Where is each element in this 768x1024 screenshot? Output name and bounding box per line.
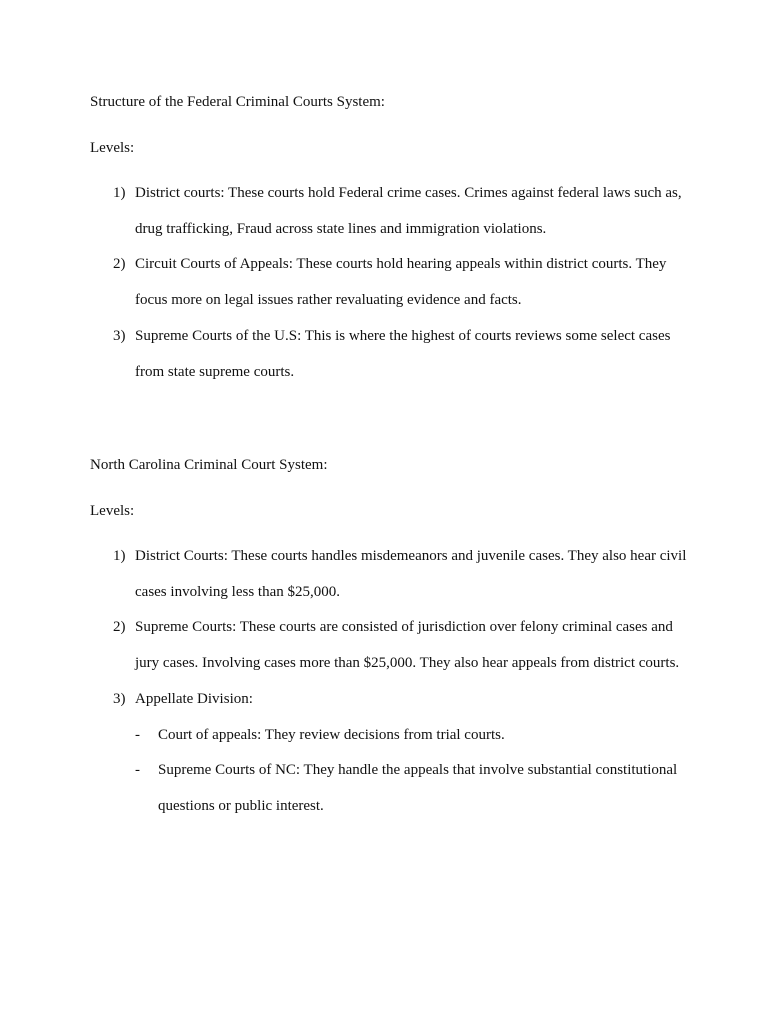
list-item-text: Supreme Courts of the U.S: This is where the highest of courts reviews some select cases from state supreme courts. <box>135 327 671 380</box>
sub-list-item <box>135 753 690 824</box>
nc-section-title: North Carolina Criminal Court System: <box>90 457 328 473</box>
list-number: 3) <box>113 690 126 707</box>
list-item-text: Circuit Courts of Appeals: These courts hold hearing appeals within district courts. They focus more on legal issues rather revaluating evidence and facts. <box>135 256 667 309</box>
sub-list-item-text: Supreme Courts of NC: They handle the appeals that involve substantial constitutional questions or public interest. <box>158 762 678 814</box>
federal-section-title: Structure of the Federal Criminal Courts System: <box>90 94 385 110</box>
nc-levels-label: Levels: <box>90 503 135 519</box>
list-item-text: Supreme Courts: These courts are consisted of jurisdiction over felony criminal cases and jury cases. Involving cases more than $25,000. They also hear appeals from district courts. <box>135 619 680 672</box>
federal-levels-label: Levels: <box>90 140 135 156</box>
nc-levels-list <box>90 539 690 825</box>
list-number: 1) <box>113 185 126 201</box>
list-number: 3) <box>113 327 126 344</box>
sub-list-item <box>135 718 690 754</box>
list-item <box>90 539 690 610</box>
list-item-text: District Courts: These courts handles misdemeanors and juvenile cases. They also hear civil cases involving less than $25,000. <box>135 548 687 600</box>
list-number: 2) <box>113 256 126 273</box>
list-number: 1) <box>113 548 126 564</box>
list-item-text: District courts: These courts hold Federal crime cases. Crimes against federal laws such as, drug trafficking, Fraud across state lines and immigration violations. <box>135 185 682 237</box>
list-item <box>90 176 690 247</box>
dash-bullet: - <box>135 762 140 779</box>
list-item <box>90 319 690 390</box>
list-item <box>90 247 690 318</box>
sub-list-item-text: Court of appeals: They review decisions from trial courts. <box>158 726 505 743</box>
list-item <box>90 610 690 681</box>
dash-bullet: - <box>135 726 140 743</box>
list-item <box>90 682 690 825</box>
federal-levels-list <box>90 176 690 390</box>
list-number: 2) <box>113 619 126 636</box>
list-item-text: Appellate Division: <box>135 690 253 707</box>
appellate-sublist <box>135 718 690 825</box>
